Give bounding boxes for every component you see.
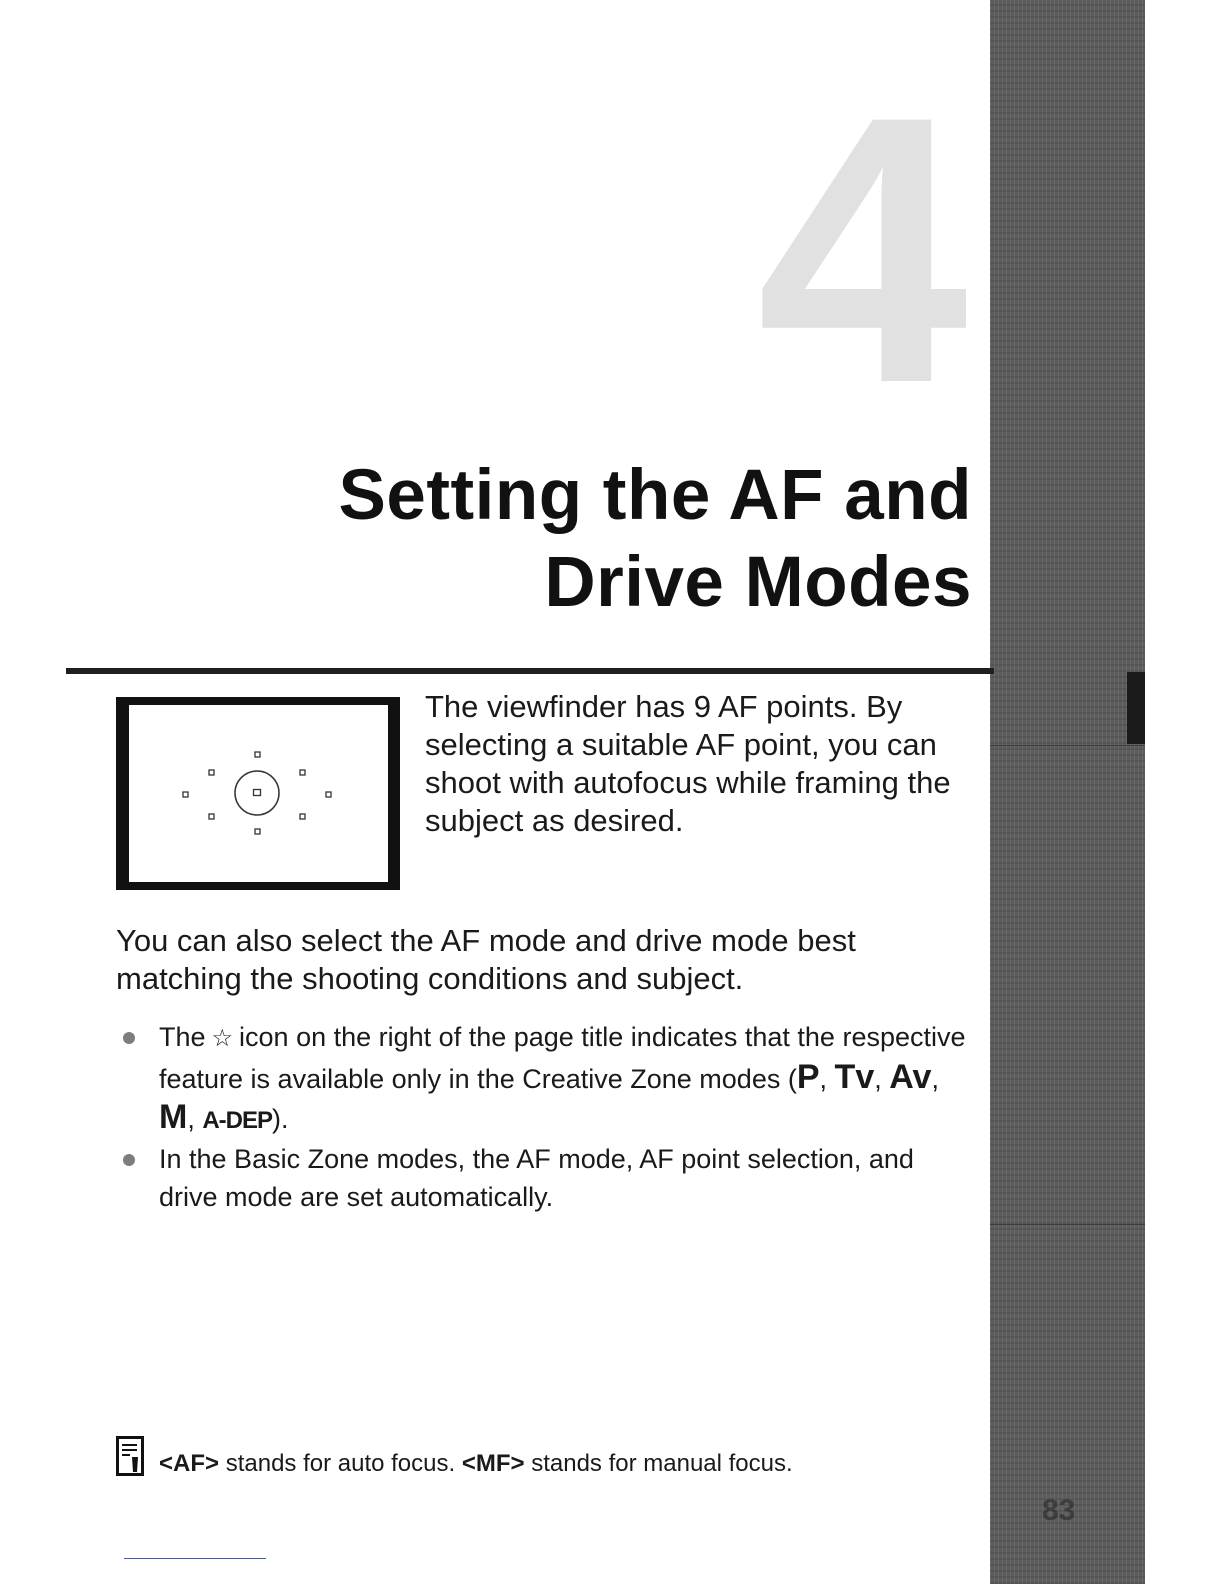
strip-divider [990, 1224, 1145, 1225]
page-number: 83 [1042, 1494, 1076, 1527]
strip-divider [990, 745, 1145, 746]
note-fragment: stands for manual focus. [524, 1450, 793, 1477]
chapter-title-line-2: Drive Modes [544, 543, 972, 622]
note-fragment: stands for auto focus. [219, 1450, 462, 1477]
bullet-text: The [159, 1022, 206, 1052]
mode-p: P [796, 1058, 820, 1096]
separator: , [187, 1104, 203, 1134]
title-rule [66, 668, 994, 674]
list-item [116, 1018, 976, 1140]
mode-av: Av [889, 1058, 932, 1096]
bullet-icon [123, 1032, 135, 1044]
intro-paragraph: The viewfinder has 9 AF points. By selecting a suitable AF point, you can shoot with autofocus while framing the subject as desired. [425, 689, 951, 838]
chapter-title-line-1: Setting the AF and [338, 456, 972, 535]
bullet-text: ). [272, 1104, 289, 1134]
note-text [159, 1449, 793, 1479]
mode-adep: A-DEP [202, 1107, 273, 1134]
chapter-title [338, 452, 972, 626]
footer-line [124, 1558, 266, 1559]
chapter-side-strip [990, 0, 1145, 1584]
bullet-text: In the Basic Zone modes, the AF mode, AF point selection, and drive mode are set automatically. [159, 1144, 914, 1212]
body-paragraph: You can also select the AF mode and drive mode best matching the shooting conditions and subject. [116, 923, 856, 996]
chapter-tab-marker [1127, 672, 1145, 744]
mf-tag: <MF> [461, 1450, 525, 1477]
chapter-number: 4 [756, 37, 968, 462]
bullet-icon [123, 1154, 135, 1166]
separator: , [931, 1064, 939, 1094]
mode-tv: Tv [834, 1058, 875, 1096]
bullet-list [116, 1018, 976, 1216]
separator: , [874, 1064, 890, 1094]
bullet-text: icon on the right of the page title indicates that the respective feature is available only in the Creative Zone modes ( [159, 1022, 966, 1094]
note-icon [116, 1436, 144, 1476]
star-icon: ☆ [211, 1025, 234, 1052]
viewfinder-af-points-illustration [116, 697, 400, 890]
separator: , [819, 1064, 835, 1094]
mode-m: M [159, 1098, 188, 1136]
list-item [116, 1140, 976, 1216]
af-tag: <AF> [159, 1450, 220, 1477]
